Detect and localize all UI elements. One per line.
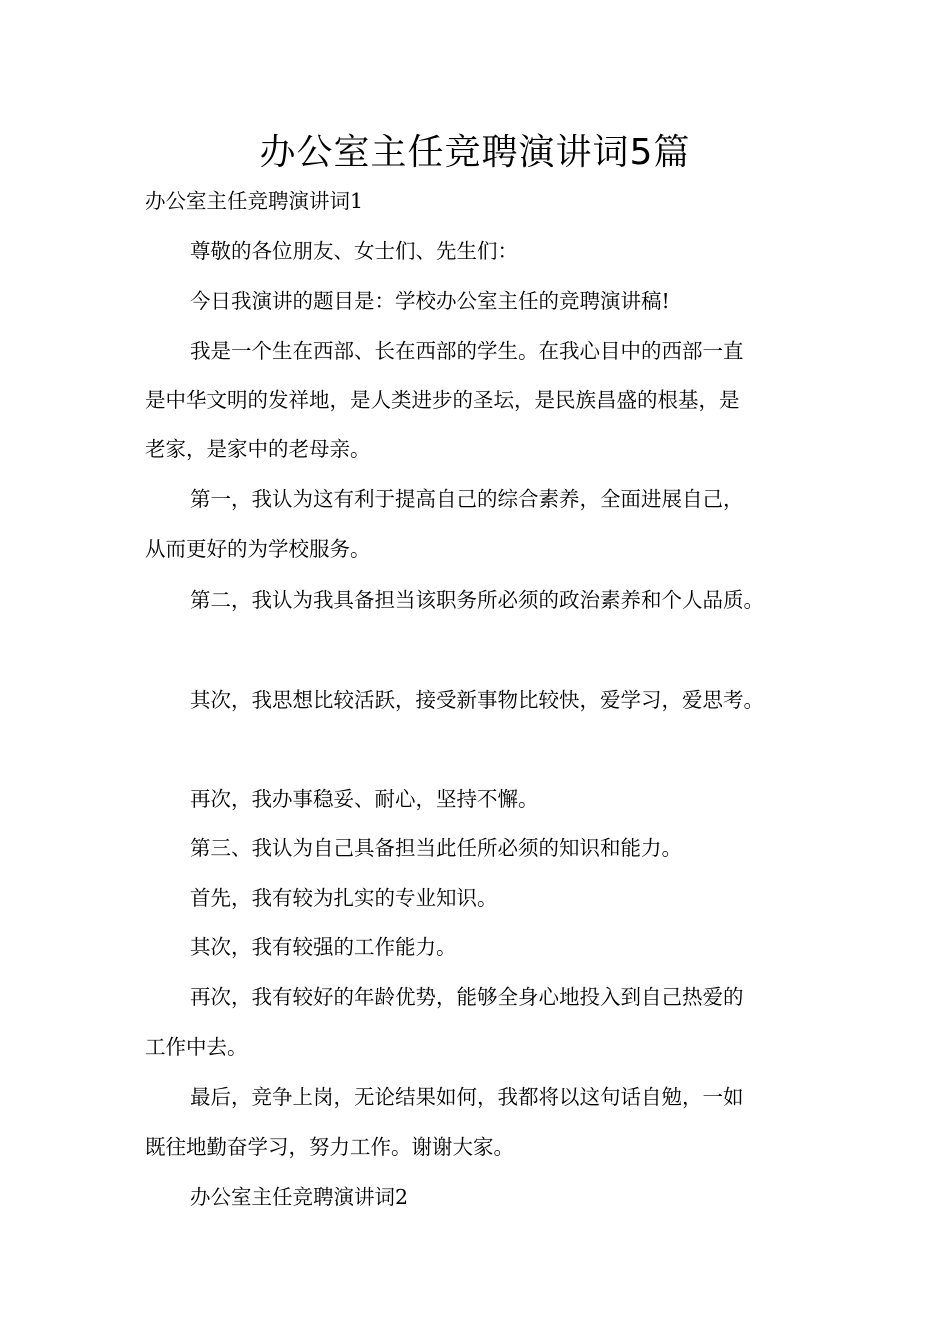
paragraph-line: 工作中去。: [145, 1035, 248, 1059]
paragraph-line: 第二，我认为我具备担当该职务所必须的政治素养和个人品质。: [190, 588, 764, 612]
paragraph-line: 第一，我认为这有利于提高自己的综合素养，全面进展自己，: [190, 487, 744, 511]
paragraph-line: 第三、我认为自己具备担当此任所必须的知识和能力。: [190, 836, 682, 860]
paragraph-line: 首先，我有较为扎实的专业知识。: [190, 886, 498, 910]
paragraph-line: 再次，我办事稳妥、耐心，坚持不懈。: [190, 787, 539, 811]
paragraph-line: 既往地勤奋学习，努力工作。谢谢大家。: [145, 1135, 514, 1159]
section-heading-2: 办公室主任竞聘演讲词2: [190, 1185, 409, 1209]
paragraph-line: 我是一个生在西部、长在西部的学生。在我心目中的西部一直: [190, 339, 744, 363]
paragraph-line: 老家，是家中的老母亲。: [145, 437, 371, 461]
document-title: 办公室主任竞聘演讲词5篇: [259, 132, 691, 173]
paragraph-line: 是中华文明的发祥地，是人类进步的圣坛，是民族昌盛的根基，是: [145, 388, 740, 412]
greeting-line: 尊敬的各位朋友、女士们、先生们：: [190, 239, 518, 263]
paragraph-line: 其次，我思想比较活跃，接受新事物比较快，爱学习，爱思考。: [190, 688, 764, 712]
paragraph-line: 再次，我有较好的年龄优势，能够全身心地投入到自己热爱的: [190, 985, 744, 1009]
paragraph-line: 从而更好的为学校服务。: [145, 537, 371, 561]
paragraph-line: 其次，我有较强的工作能力。: [190, 935, 457, 959]
paragraph-line: 今日我演讲的题目是：学校办公室主任的竞聘演讲稿!: [190, 289, 670, 313]
paragraph-line: 最后，竞争上岗，无论结果如何，我都将以这句话自勉，一如: [190, 1085, 744, 1109]
section-heading-1: 办公室主任竞聘演讲词1: [145, 189, 364, 213]
